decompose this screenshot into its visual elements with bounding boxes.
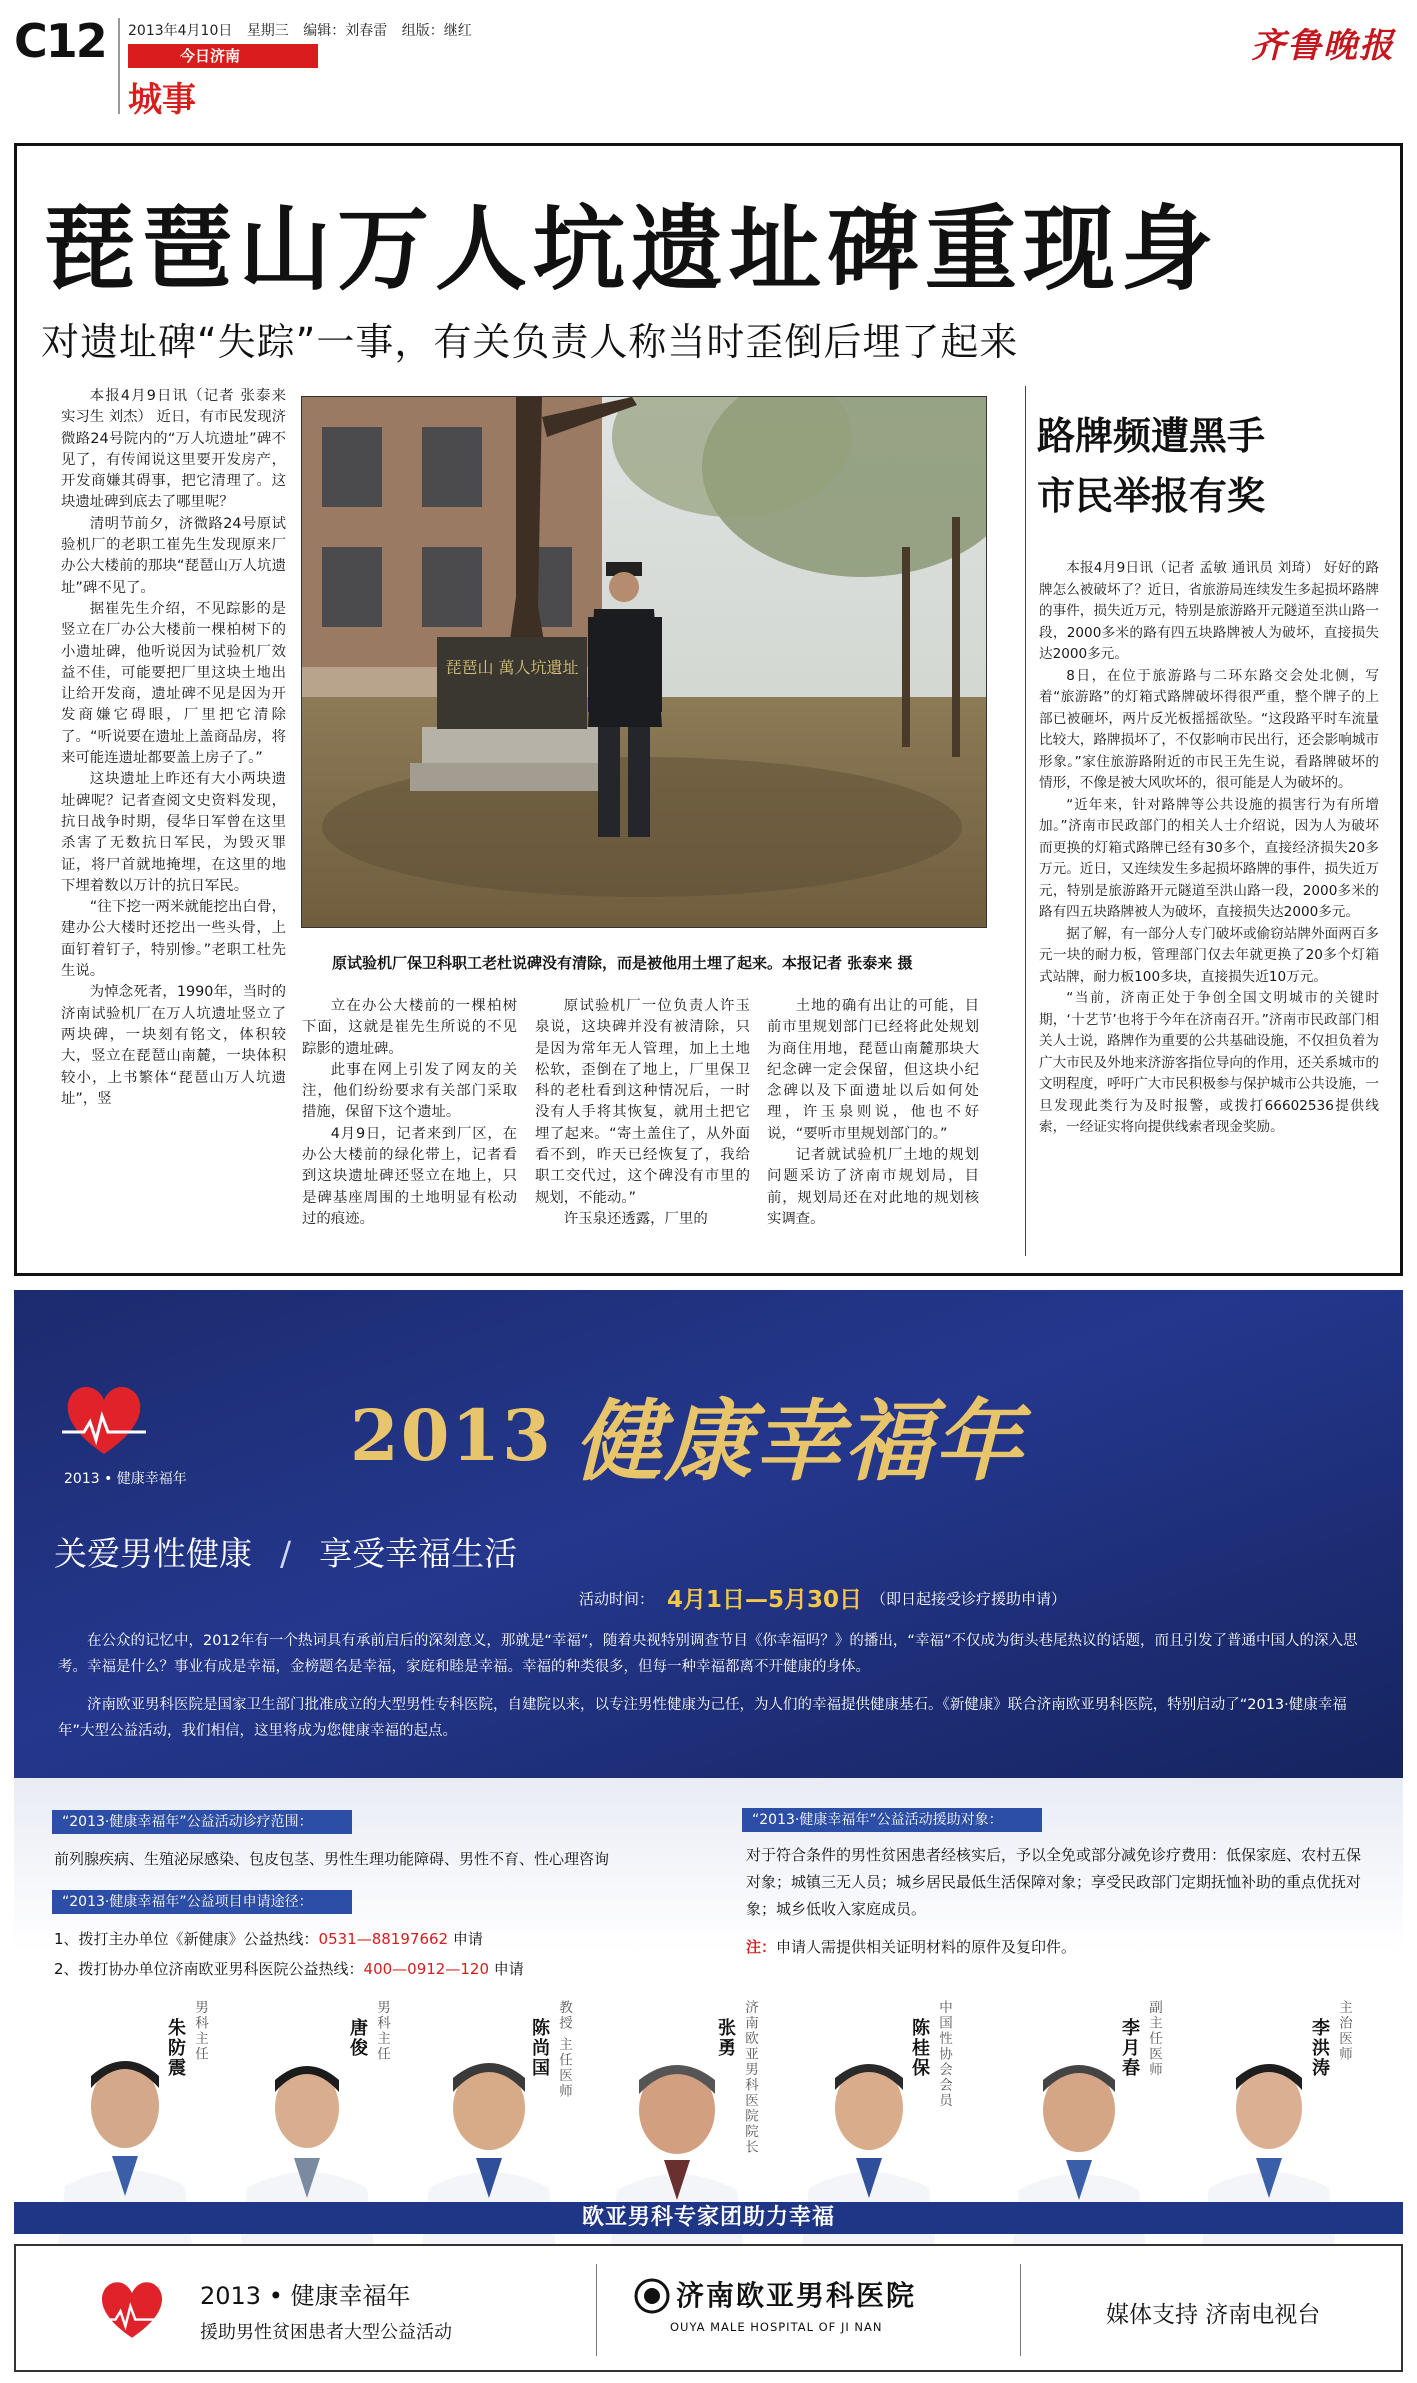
doctor-name: 唐俊	[347, 2018, 368, 2058]
paragraph: 为悼念死者，1990年，当时的济南试验机厂在万人坑遗址竖立了两块碑，一块刻有铭文，体积较大，竖立在琵琶山南麓，一块体积较小，上书繁体“琵琶山万人坑遗址”，竖	[61, 984, 286, 1107]
article-column-1	[61, 386, 286, 1256]
paragraph: 记者就试验机厂土地的规划问题采访了济南市规划局，目前，规划局还在对此地的规划核实调查。	[767, 1147, 979, 1227]
sidebar-title-line: 市民举报有奖	[1037, 474, 1266, 518]
footer-hospital-name-en: OUYA MALE HOSPITAL OF JI NAN	[670, 2320, 883, 2334]
ad-hotline-1	[54, 1928, 483, 1949]
paragraph: 4月9日，记者来到厂区，在办公大楼前的绿化带上，记者看到这块遗址碑还竖立在地上，只是碑基座周围的土地明显有松动过的痕迹。	[302, 1125, 517, 1227]
hotline-suffix: 申请	[488, 1960, 524, 1978]
doctor-name: 李月春	[1119, 2018, 1140, 2078]
ad-hotline-2	[54, 1958, 524, 1979]
paragraph: 8日，在位于旅游路与二环东路交会处北侧，写着“旅游路”的灯箱式路牌破坏得很严重，整个牌子的上部已被砸坏，两片反光板摇摇欲坠。“这段路平时车流量比较大，路牌损坏了，不仅影响市民出行，还会影响城市形象。”家住旅游路附近的市民王先生说，看路牌破坏的情形，不像是被大风吹坏的，很可能是人为破坏的。	[1039, 667, 1379, 791]
paragraph: 本报4月9日讯（记者 孟敏 通讯员 刘琦） 好好的路牌怎么被破坏了？近日，省旅游局连续发生多起损坏路牌的事件，损失近万元，特别是旅游路开元隧道至洪山路一段，2000多米的路有四五块路牌被人为破坏，直接损失达2000多元。	[1039, 560, 1379, 662]
paragraph: 原试验机厂一位负责人许玉泉说，这块碑并没有被清除，只是因为常年无人管理，加上土地松软，歪倒在了地上，厂里保卫科的老杜看到这种情况后，一时没有人手将其恢复，就用土把它埋了起来。“寄土盖住了，从外面看不到，昨天已经恢复了，我给职工交代过，这个碑没有市里的规划，不能动。”	[535, 998, 750, 1206]
paragraph: 立在办公大楼前的一棵柏树下面，这就是崔先生所说的不见踪影的遗址碑。	[302, 998, 517, 1057]
issue-weekday: 星期三	[246, 23, 289, 39]
ad-date-note: （即日起接受诊疗援助申请）	[871, 1590, 1067, 1608]
hotline-number: 0531—88197662	[318, 1930, 449, 1948]
ad-date-value: 4月1日—5月30日	[667, 1587, 863, 1613]
hotline-label: 2、拨打协办单位济南欧亚男科医院公益热线：	[54, 1960, 364, 1978]
hotline-number: 400—0912—120	[363, 1960, 489, 1978]
photo-caption: 原试验机厂保卫科职工老杜说碑没有清除，而是被他用土埋了起来。本报记者 张泰来 摄	[332, 954, 913, 972]
ad-title-text: 健康幸福年	[574, 1389, 1025, 1493]
sidebar-title-line: 路牌频遭黑手	[1037, 414, 1266, 458]
doctor-title: 主治医师	[1336, 2000, 1352, 2062]
column-divider	[1025, 386, 1026, 1256]
editor-credit: 编辑：刘春雷	[303, 23, 388, 39]
article-headline: 琵琶山万人坑遗址碑重现身	[43, 195, 1220, 303]
doctor-name: 陈桂保	[909, 2018, 930, 2078]
paragraph: “近年来，针对路牌等公共设施的损害行为有所增加。”济南市民政部门的相关人士介绍说，因为人为破坏而更换的灯箱式路牌已经有30多个，直接经济损失20多万元。近日，又连续发生多起损坏路牌的事件，损失近万元，特别是旅游路开元隧道至洪山路一段，2000多米的路有四五块路牌被人为破坏，直接损失达2000多元。	[1039, 796, 1379, 920]
doctor-title: 男科主任	[192, 2000, 208, 2062]
ad-slogan-right: 享受幸福生活	[319, 1534, 518, 1573]
ad-slogan-left: 关爱男性健康	[54, 1534, 252, 1573]
doctor-title: 中国性协会会员	[936, 2000, 952, 2109]
footer-divider	[1020, 2264, 1021, 2356]
article-column-2	[302, 996, 517, 1271]
ad-scope-text: 前列腺疾病、生殖泌尿感染、包皮包茎、男性生理功能障碍、男性不育、性心理咨询	[54, 1850, 610, 1868]
paragraph: “当前，济南正处于争创全国文明城市的关键时期，‘十艺节’也将于今年在济南召开。”济南市民政部门相关人士说，路牌作为重要的公共基础设施，不仅担负着为广大市民及外地来济游客指位导向的作用，还关系城市的文明程度，呼吁广大市民积极参与保护城市公共设施，一旦发现此类行为及时报警，或拨打66602536提供线索，一经证实将向提供线索者现金奖励。	[1039, 990, 1379, 1135]
footer-hospital-name: 济南欧亚男科医院	[676, 2279, 917, 2312]
paragraph: 土地的确有出让的可能，目前市里规划部门已经将此处规划为商住用地，琵琶山南麓那块大纪念碑一定会保留，但这块小纪念碑以及下面遗址以后如何处理，许玉泉则说，他也不好说，“要听市里规划部门的。”	[767, 998, 979, 1142]
paragraph: 清明节前夕，济微路24号原试验机厂的老职工崔先生发现原来厂办公大楼前的那块“琵琶山万人坑遗址”碑不见了。	[61, 515, 286, 596]
doctor-title: 教授 主任医师	[556, 2000, 572, 2100]
page-number: C12	[14, 14, 106, 68]
ad-note	[746, 1936, 1076, 1957]
sidebar-story-title	[1037, 406, 1265, 526]
hotline-suffix: 申请	[448, 1930, 483, 1948]
article-column-4	[767, 996, 979, 1271]
paragraph: 据崔先生介绍，不见踪影的是竖立在厂办公大楼前一棵柏树下的小遗址碑，他听说因为试验机厂效益不佳，可能要把厂里这块土地出让给开发商，遗址碑不见是因为开发商嫌它碍眼，厂里把它清除了。“听说要在遗址上盖商品房，将来可能连遗址都要盖上房子了。”	[61, 600, 286, 767]
layout-credit: 组版：继红	[401, 23, 472, 39]
section-label: 今日济南	[128, 44, 318, 68]
paragraph: 这块遗址上昨还有大小两块遗址碑呢？记者查阅文史资料发现，抗日战争时期，侵华日军曾在这里杀害了无数抗日军民，为毁灭罪证，将尸首就地掩埋，在这里的地下埋着数以万计的抗日军民。	[61, 771, 286, 894]
article-subheadline: 对遗址碑“失踪”一事，有关负责人称当时歪倒后埋了起来	[41, 320, 1019, 364]
doctor-title: 副主任医师	[1146, 2000, 1162, 2078]
paragraph: “往下挖一两米就能挖出白骨，建办公大楼时还挖出一些头骨，上面钉着钉子，特别惨。”老职工杜先生说。	[61, 899, 286, 980]
heart-logo-icon	[58, 1372, 150, 1464]
doctor-name: 张勇	[715, 2018, 736, 2058]
ad-paragraph: 济南欧亚男科医院是国家卫生部门批准成立的大型男性专科医院，自建院以来，以专注男性健康为己任，为人们的幸福提供健康基石。《新健康》联合济南欧亚男科医院，特别启动了“2013·健康幸福年”大型公益活动，我们相信，这里将成为您健康幸福的起点。	[58, 1697, 1347, 1739]
doctor-name: 李洪涛	[1309, 2018, 1330, 2078]
footer-campaign-title: 2013 • 健康幸福年	[200, 2282, 411, 2310]
hotline-label: 1、拨打主办单位《新健康》公益热线：	[54, 1930, 319, 1948]
paragraph: 据了解，有一部分人专门破坏或偷窃站牌外面两百多元一块的耐力板，管理部门仅去年就更换了20多个灯箱式站牌，耐力板100多块，直接损失近10万元。	[1039, 925, 1379, 985]
ad-title-year: 2013	[350, 1394, 553, 1477]
footer-media-support: 媒体支持 济南电视台	[1106, 2302, 1321, 2328]
ad-target-title: “2013·健康幸福年”公益活动援助对象：	[742, 1808, 1042, 1832]
ad-date-label: 活动时间：	[579, 1590, 655, 1608]
heart-logo-icon	[92, 2270, 172, 2346]
ad-team-bar: 欧亚男科专家团助力幸福	[14, 2202, 1403, 2234]
ad-channel-title: “2013·健康幸福年”公益项目申请途径：	[52, 1890, 352, 1914]
doctor-photo	[232, 2036, 382, 2272]
hospital-seal-icon	[634, 2278, 670, 2314]
footer-campaign-subtitle: 援助男性贫困患者大型公益活动	[200, 2322, 452, 2343]
ad-banner	[14, 1290, 1403, 1778]
ad-paragraph: 在公众的记忆中，2012年有一个热词具有承前启后的深刻意义，那就是“幸福”，随着央视特别调查节目《你幸福吗？》的播出，“幸福”不仅成为街头巷尾热议的话题，而且引发了普通中国人的深入思考。幸福是什么？事业有成是幸福，金榜题名是幸福，家庭和睦是幸福。幸福的种类很多，但每一种幸福都离不开健康的身体。	[58, 1633, 1358, 1675]
main-article	[14, 143, 1403, 1276]
paragraph: 此事在网上引发了网友的关注，他们纷纷要求有关部门采取措施，保留下这个遗址。	[302, 1061, 517, 1121]
doctor-photo	[602, 2036, 752, 2272]
ad-footer	[14, 2244, 1403, 2372]
header-meta	[128, 20, 482, 40]
article-column-3	[535, 996, 750, 1271]
ad-note-text: 申请人需提供相关证明材料的原件及复印件。	[776, 1938, 1077, 1956]
doctor-title: 男科主任	[374, 2000, 390, 2062]
photo-illustration	[302, 397, 987, 928]
footer-divider	[596, 2264, 597, 2356]
ad-slogan	[54, 1528, 517, 1575]
ad-slogan-separator: /	[280, 1534, 292, 1573]
issue-date: 2013年4月10日	[128, 23, 233, 39]
ad-note-label: 注：	[746, 1938, 777, 1956]
header-divider	[118, 18, 120, 114]
ad-logo-label: 2013 • 健康幸福年	[64, 1471, 187, 1487]
paragraph: 许玉泉还透露，厂里的	[563, 1210, 708, 1227]
ad-scope-title: “2013·健康幸福年”公益活动诊疗范围：	[52, 1810, 352, 1834]
doctor-title: 济南欧亚男科医院院长	[742, 2000, 758, 2155]
column-label: 城事	[128, 80, 196, 120]
sidebar-story-body	[1039, 558, 1379, 1258]
stone-inscription: 琵琶山 萬人坑遺址	[445, 658, 579, 677]
article-photo	[301, 396, 987, 928]
paragraph: 本报4月9日讯（记者 张泰来 实习生 刘杰） 近日，有市民发现济微路24号院内的“万人坑遗址”碑不见了，有传闻说这里要开发房产，开发商嫌其碍事，把它清理了。这块遗址碑到底去了哪里呢？	[61, 388, 286, 511]
newspaper-masthead: 齐鲁晚报	[1251, 26, 1395, 66]
doctor-name: 陈尚国	[529, 2018, 550, 2078]
doctor-name: 朱防震	[165, 2018, 186, 2078]
ad-target-text: 对于符合条件的男性贫困患者经核实后，予以全免或部分减免诊疗费用：低保家庭、农村五保对象；城镇三无人员；城乡居民最低生活保障对象；享受民政部门定期抚恤补助的重点优抚对象；城乡低收入家庭成员。	[746, 1846, 1362, 1918]
